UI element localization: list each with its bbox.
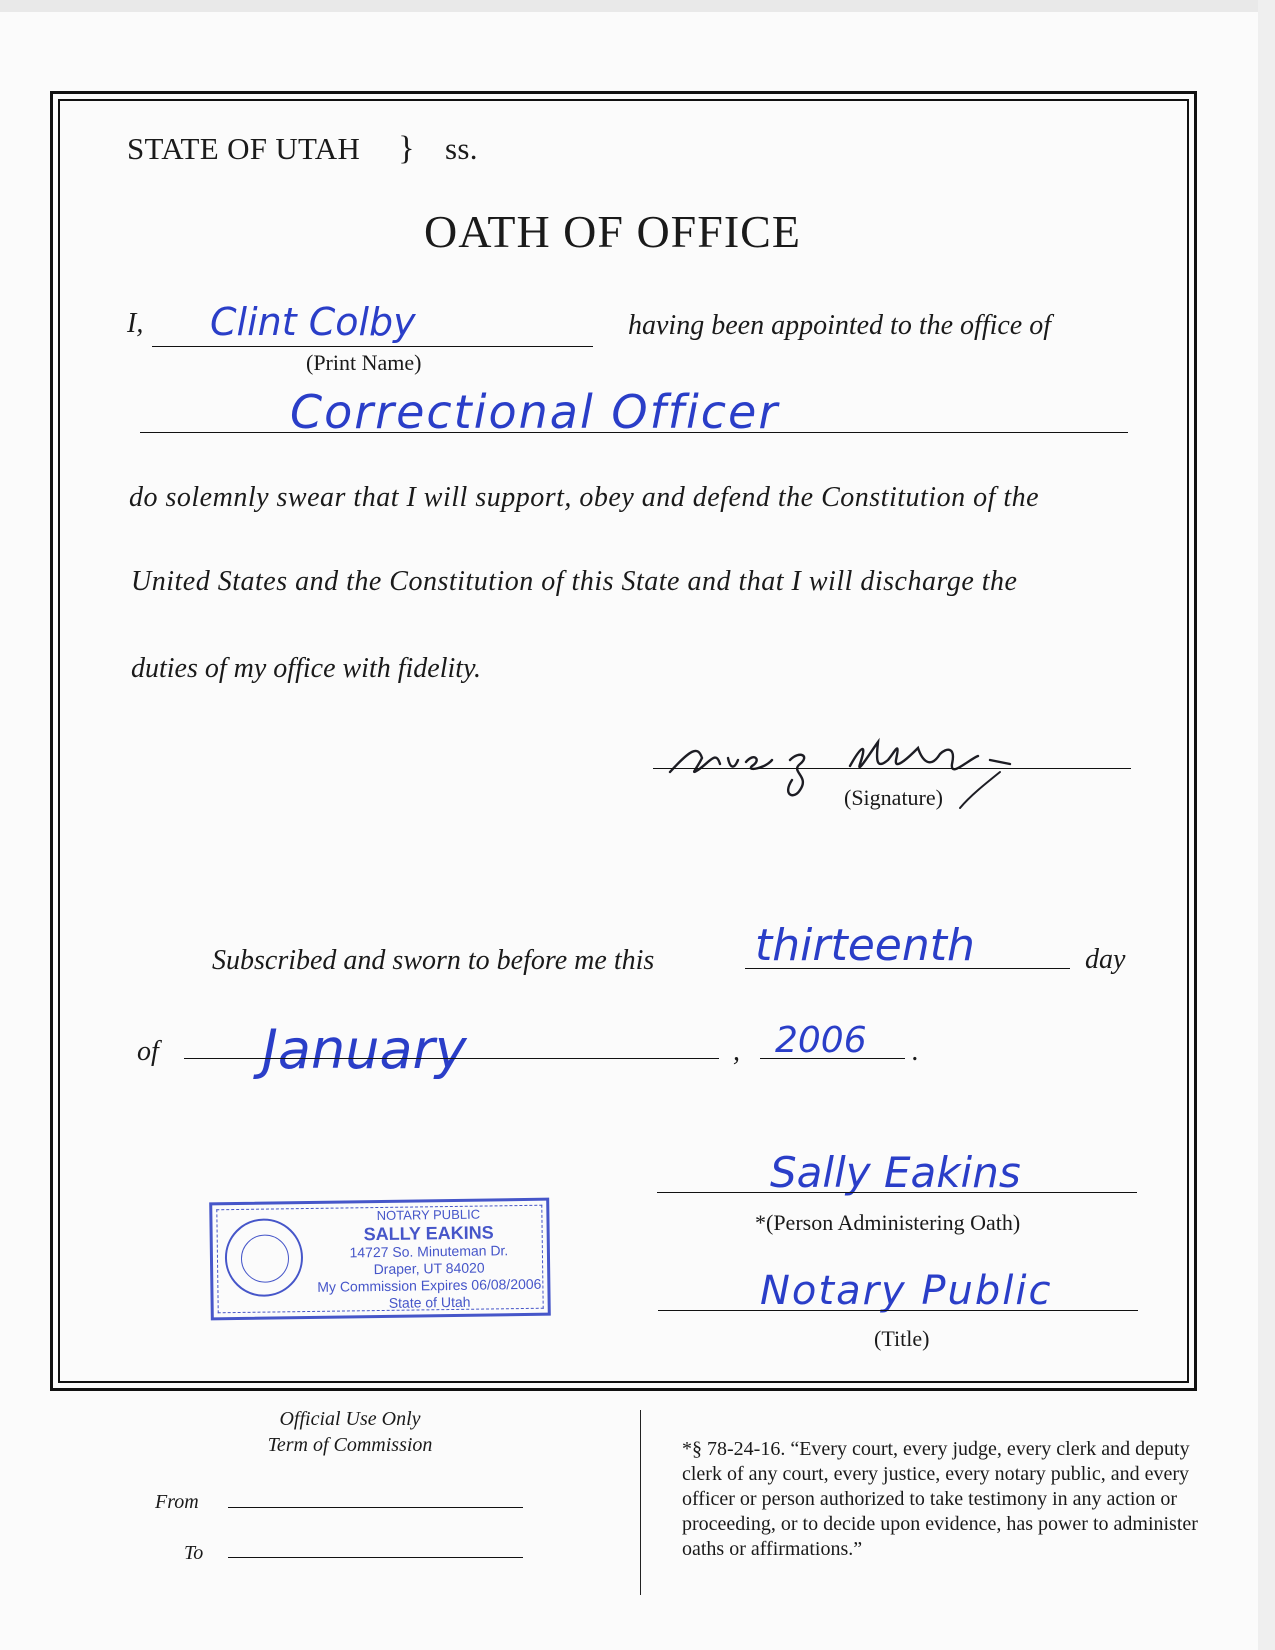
title-handwritten: Notary Public (760, 1268, 1053, 1314)
print-name-caption: (Print Name) (306, 350, 422, 375)
to-label: To (184, 1542, 204, 1564)
from-line (228, 1507, 523, 1508)
month-handwritten: January (262, 1018, 467, 1081)
title-line (658, 1310, 1138, 1311)
scan-edge-right (1258, 0, 1275, 1650)
to-line (228, 1557, 523, 1558)
official-use-heading-2: Term of Commission (267, 1434, 433, 1456)
official-use-heading (260, 1406, 440, 1458)
state-header (127, 130, 478, 168)
stamp-text (310, 1205, 547, 1313)
month-line (184, 1058, 719, 1059)
signature-line (653, 768, 1131, 769)
oath-line-1: do solemnly swear that I will support, obey and defend the Constitution of the (129, 482, 1040, 513)
office-line (140, 432, 1128, 433)
statute-footnote: *§ 78-24-16. “Every court, every judge, every clerk and deputy clerk of any court, every justice, every notary public, and every officer or person authorized to take testimony in any action or proceeding, or to decide upon evidence, has power to administer oaths or affirmations.” (682, 1438, 1198, 1560)
page-title: OATH OF OFFICE (424, 206, 801, 257)
oath-line-2: United States and the Constitution of this State and that I will discharge the (131, 566, 1018, 597)
administrator-name-handwritten: Sally Eakins (770, 1148, 1021, 1197)
name-handwritten: Clint Colby (210, 300, 416, 344)
stamp-line-5: My Commission Expires 06/08/2006 (317, 1275, 542, 1295)
stamp-line-6: State of Utah (388, 1293, 471, 1311)
stamp-line-2: SALLY EAKINS (363, 1222, 494, 1245)
name-line (152, 346, 593, 347)
year-handwritten: 2006 (775, 1020, 867, 1061)
administrator-line (657, 1192, 1137, 1193)
signature-caption: (Signature) (844, 785, 943, 810)
day-line (745, 968, 1070, 969)
year-line (760, 1058, 905, 1059)
stamp-line-3: 14727 So. Minuteman Dr. (349, 1242, 509, 1261)
subscribed-text: Subscribed and sworn to before me this (212, 945, 655, 976)
day-word: day (1085, 944, 1126, 975)
office-handwritten: Correctional Officer (290, 385, 780, 439)
date-period: . (912, 1036, 919, 1067)
official-use-heading-1: Official Use Only (279, 1408, 421, 1430)
stamp-line-4: Draper, UT 84020 (373, 1259, 485, 1278)
oath-line-3: duties of my office with fidelity. (131, 653, 481, 684)
state-brace: } (398, 130, 415, 167)
footer-divider (640, 1410, 641, 1595)
date-comma: , (733, 1036, 740, 1067)
scan-edge-top (0, 0, 1275, 12)
i-prefix: I, (127, 308, 144, 339)
title-caption: (Title) (874, 1326, 930, 1351)
appointed-text: having been appointed to the office of (628, 310, 1052, 341)
stamp-line-1: NOTARY PUBLIC (376, 1206, 481, 1224)
state-name: STATE OF UTAH (127, 131, 361, 166)
day-handwritten: thirteenth (755, 920, 975, 971)
ss-abbrev: ss. (445, 131, 478, 166)
administrator-caption: *(Person Administering Oath) (755, 1210, 1021, 1235)
of-word: of (137, 1036, 159, 1067)
notary-stamp (209, 1198, 551, 1321)
from-label: From (155, 1491, 199, 1513)
